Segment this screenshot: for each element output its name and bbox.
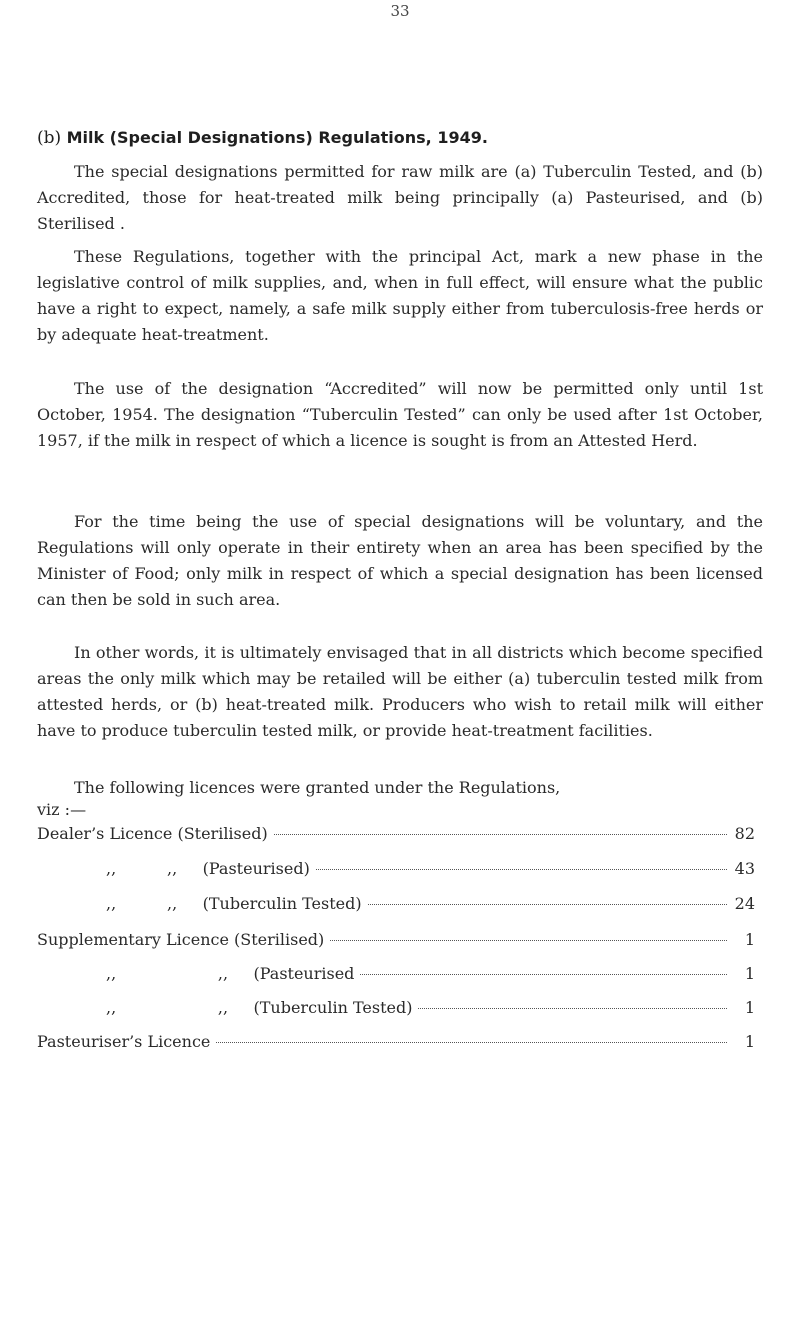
licence-count: 1 (744, 930, 755, 949)
paragraph-special-designations: The special designations permitted for raw milk are (a) Tuberculin Tested, and (b) Accredited, those for heat-treated milk being principally (a) Pasteurised, and (b) Sterilised . (37, 162, 763, 233)
licence-count: 82 (734, 824, 755, 843)
page-number: 33 (390, 2, 410, 20)
paragraph-licences-granted: The following licences were granted under the Regulations, (74, 778, 561, 797)
section-title: Milk (Special Designations) Regulations, 1949. (66, 128, 488, 147)
licence-count: 1 (744, 964, 755, 983)
leader-dots (368, 904, 727, 905)
licence-label: Supplementary Licence (Sterilised) (37, 930, 325, 949)
licence-label: Pasteuriser’s Licence (37, 1032, 211, 1051)
licence-count: 43 (734, 859, 755, 878)
licence-row (37, 930, 755, 958)
leader-dots (216, 1042, 727, 1043)
licence-row (106, 894, 755, 922)
paragraph-specified-areas: In other words, it is ultimately envisaged that in all districts which become specified areas the only milk which may be retailed will be either (a) tuberculin tested milk from attested herds, or (b) heat-treated milk. Producers who wish to retail milk will either have to produce tuberculin tested milk, or provide heat-treatment facilities. (37, 643, 763, 740)
section-heading (37, 128, 488, 148)
paragraph-new-phase: These Regulations, together with the principal Act, mark a new phase in the legislative control of milk supplies, and, when in full effect, will ensure what the public have a right to expect, namely, a safe milk supply either from tuberculosis-free herds or by adequate heat-treatment. (37, 247, 763, 344)
viz-label: viz :— (37, 800, 87, 819)
paragraph-accredited-designation: The use of the designation “Accredited” will now be permitted only until 1st October, 1954. The designation “Tuberculin Tested” can only be used after 1st October, 1957, if the milk in respect of which a licence is sought is from an Attested Herd. (37, 379, 763, 450)
licence-count: 24 (734, 894, 755, 913)
licence-row (37, 824, 755, 852)
licence-row (37, 1032, 755, 1060)
licence-label: ,, ,, (Pasteurised (106, 964, 355, 983)
section-prefix: (b) (37, 128, 62, 148)
licence-label: ,, ,, (Pasteurised) (106, 859, 310, 878)
leader-dots (274, 834, 727, 835)
licence-row (106, 859, 755, 887)
licence-count: 1 (744, 1032, 755, 1051)
paragraph-voluntary-use: For the time being the use of special designations will be voluntary, and the Regulations will only operate in their entirety when an area has been specified by the Minister of Food; only milk in respect of which a special designation has been licensed can then be sold in such area. (37, 512, 763, 609)
leader-dots (360, 974, 727, 975)
licence-count: 1 (744, 998, 755, 1017)
licence-row (106, 964, 755, 992)
licence-label: ,, ,, (Tuberculin Tested) (106, 894, 362, 913)
leader-dots (418, 1008, 727, 1009)
licence-label: ,, ,, (Tuberculin Tested) (106, 998, 413, 1017)
licence-row (106, 998, 755, 1026)
leader-dots (316, 869, 727, 870)
leader-dots (330, 940, 727, 941)
licence-label: Dealer’s Licence (Sterilised) (37, 824, 268, 843)
